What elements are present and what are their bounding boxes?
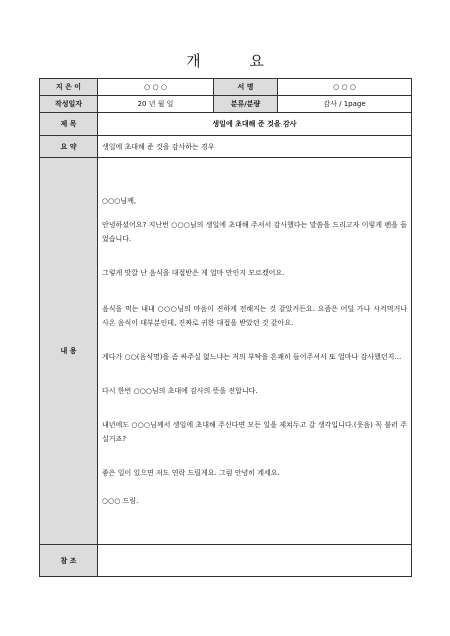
signature-value: ○ ○ ○ bbox=[278, 79, 412, 96]
reference-label: 참 조 bbox=[40, 545, 98, 577]
author-label: 지 은 이 bbox=[40, 79, 98, 96]
letter-paragraph: 그렇게 맛깔 난 음식을 대접받은 게 얼마 만인지 모르겠어요. bbox=[102, 269, 285, 277]
date-label: 작성일자 bbox=[40, 96, 98, 113]
category-value: 감사 / 1page bbox=[278, 96, 412, 113]
subject-value: 생일에 초대해 준 것을 감사 bbox=[98, 113, 412, 136]
letter-paragraph: 내년에도 ○○○님께서 생일에 초대해 주신다면 모든 일을 제쳐두고 갈 생각입니다.(웃음) 꼭 불러 주실거죠? bbox=[102, 421, 407, 443]
summary-row bbox=[40, 136, 412, 158]
letter-signoff: ○○○ 드림. bbox=[102, 497, 139, 505]
signature-label: 서 명 bbox=[214, 79, 278, 96]
letter-paragraph: 게다가 ○○(음식명)을 좀 싸주실 없느냐는 저의 부탁을 흔쾌히 들어주셔서 또 얼마나 감사했던지… bbox=[102, 353, 402, 361]
author-row bbox=[40, 79, 412, 96]
subject-label: 제 목 bbox=[40, 113, 98, 136]
author-value: ○ ○ ○ bbox=[98, 79, 214, 96]
reference-row bbox=[40, 545, 412, 577]
date-value: 20 년 월 일 bbox=[98, 96, 214, 113]
reference-value bbox=[98, 545, 412, 577]
summary-label: 요 약 bbox=[40, 136, 98, 158]
subject-row bbox=[40, 113, 412, 136]
content-row bbox=[40, 158, 412, 545]
content-label: 내 용 bbox=[40, 158, 98, 545]
content-body bbox=[98, 158, 412, 545]
letter-paragraph: 다시 한번 ○○○님의 초대에 감사의 뜻을 전합니다. bbox=[102, 387, 258, 395]
overview-table bbox=[39, 78, 412, 577]
letter-paragraph: 음식을 먹는 내내 ○○○님의 마음이 진하게 전해지는 것 같았거든요. 요즘은 어딜 가나 시켜먹거나 사온 음식이 대부분인데, 진짜로 귀한 대접을 받았던 것 같아요. bbox=[102, 305, 407, 327]
category-label: 분류/분량 bbox=[214, 96, 278, 113]
letter-paragraph: 좋은 일이 있으면 저도 연락 드릴게요. 그럼 안녕히 계세요. bbox=[102, 469, 280, 477]
summary-value: 생일에 초대해 준 것을 감사하는 경우 bbox=[98, 136, 412, 158]
letter-greeting: ○○○님께, bbox=[102, 197, 137, 205]
letter-paragraph: 안녕하셨어요? 지난번 ○○○님의 생일에 초대해 주셔서 감사했다는 말씀을 드리고자 이렇게 펜을 들었습니다. bbox=[102, 221, 407, 243]
document-title: 개 요 bbox=[186, 52, 286, 70]
date-row bbox=[40, 96, 412, 113]
